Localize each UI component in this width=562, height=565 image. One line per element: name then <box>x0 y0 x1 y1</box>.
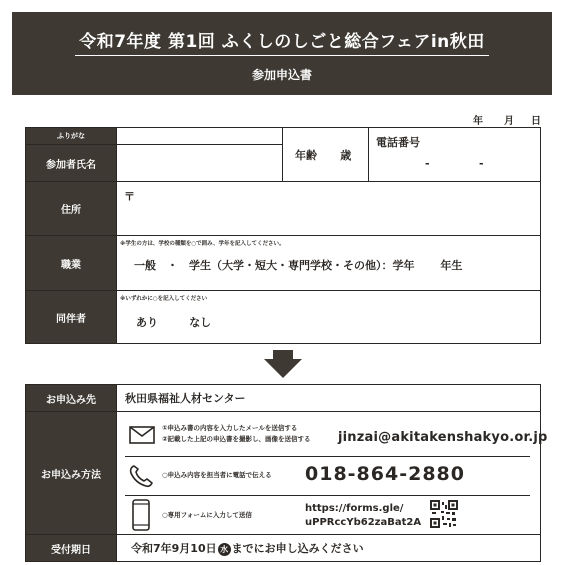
deadline-value <box>117 535 541 562</box>
form-instruction: ○専用フォームに入力して送信 <box>162 511 252 519</box>
page-title: 令和7年度 第1回 ふくしのしごと総合フェアin秋田 <box>79 32 485 52</box>
phone-instruction: ○申込み内容を担当者に電話で伝える <box>162 471 272 479</box>
page-subtitle: 参加申込書 <box>251 68 312 82</box>
application-info-table <box>25 384 548 562</box>
companion-label: 同伴者 <box>26 291 117 344</box>
smartphone-icon <box>132 499 150 531</box>
email-instruction-2: ②記載した上記の申込書を撮影し、画像を送信する <box>162 435 311 443</box>
down-arrow-icon <box>264 350 302 378</box>
occupation-options: 一般 ・ 学生（大学・短大・専門学校・その他）：学年 年生 <box>134 259 463 272</box>
companion-note: ※いずれかに○を記入してください <box>120 296 208 302</box>
form-method-row <box>117 497 540 535</box>
phone-number-link[interactable]: 018-864-2880 <box>305 463 465 485</box>
phone-icon <box>128 464 154 488</box>
envelope-icon <box>129 426 155 444</box>
occupation-field[interactable] <box>117 236 541 291</box>
phone-field[interactable] <box>369 128 541 182</box>
form-url-line-1: https://forms.gle/ <box>305 503 404 514</box>
address-label: 住所 <box>26 182 117 236</box>
qr-code-icon[interactable] <box>430 500 458 528</box>
deadline-weekday-badge: 水 <box>218 543 231 556</box>
form-url-link[interactable] <box>305 502 421 530</box>
phone-label: 電話番号 <box>376 136 420 149</box>
destination-value <box>117 385 541 412</box>
method-divider-1 <box>125 456 530 457</box>
date-month-label: 月 <box>504 116 514 127</box>
method-cell <box>117 412 548 535</box>
companion-no[interactable]: なし <box>189 316 212 329</box>
postal-mark: 〒 <box>124 190 135 203</box>
name-label: 参加者氏名 <box>26 145 117 182</box>
header-rule <box>75 55 489 56</box>
occupation-note: ※学生の方は、学校の種類を○で囲み、学年を記入してください。 <box>120 241 285 247</box>
applicant-form-table <box>25 127 541 344</box>
method-label: お申込み方法 <box>26 412 117 535</box>
deadline-date: 令和7年9月10日 <box>131 542 217 555</box>
email-instructions <box>162 423 311 445</box>
companion-field[interactable] <box>117 291 541 344</box>
email-instruction-1: ①申込み書の内容を入力したメールを送信する <box>162 424 298 432</box>
age-field[interactable] <box>283 128 369 182</box>
age-unit: 歳 <box>340 148 352 162</box>
destination-text: 秋田県福祉人材センター <box>125 392 246 405</box>
form-url-line-2: uPPRccYb62zaBat2A <box>305 517 422 528</box>
email-address-link[interactable]: jinzai@akitakenshakyo.or.jp <box>338 430 548 445</box>
date-year-label: 年 <box>473 116 483 127</box>
deadline-label: 受付期日 <box>26 535 117 562</box>
destination-label: お申込み先 <box>26 385 117 412</box>
email-method-row <box>117 418 548 452</box>
furigana-label: ふりがな <box>26 128 117 145</box>
phone-method-row <box>117 458 540 493</box>
form-header <box>12 12 552 95</box>
method-divider-2 <box>125 495 530 496</box>
name-field[interactable] <box>117 145 283 182</box>
companion-yes[interactable]: あり <box>136 316 158 329</box>
phone-separator-1: - <box>425 157 430 170</box>
date-day-label: 日 <box>531 116 541 127</box>
age-label: 年齢 <box>295 148 317 162</box>
phone-separator-2: - <box>479 157 484 170</box>
address-field[interactable] <box>117 182 541 236</box>
furigana-field[interactable] <box>117 128 283 145</box>
occupation-label: 職業 <box>26 236 117 291</box>
deadline-text: までにお申し込みください <box>231 542 364 555</box>
